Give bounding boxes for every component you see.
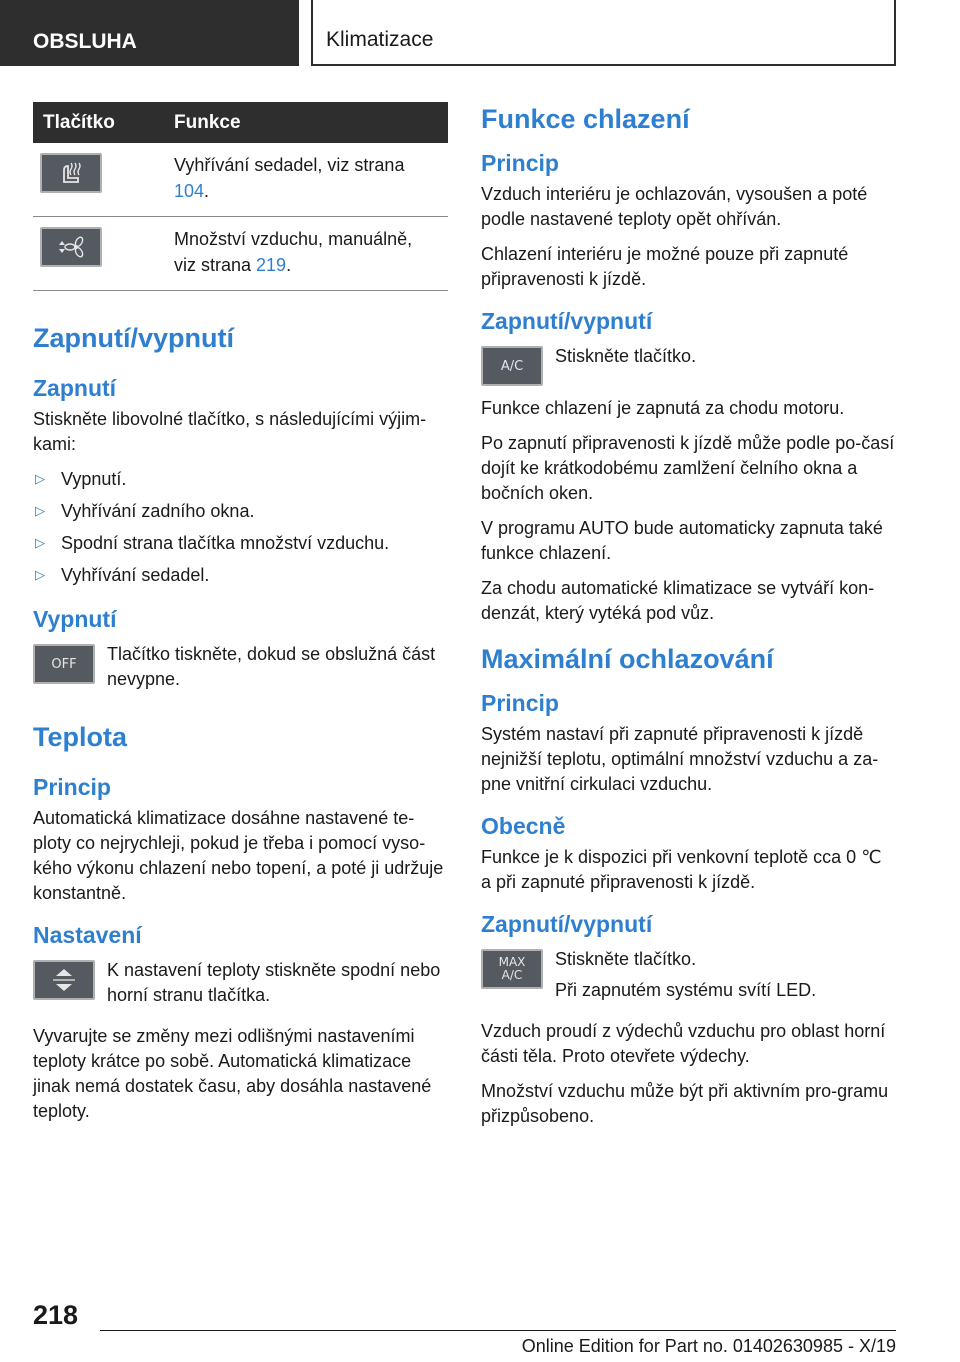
- table-row: Množství vzduchu, manuálně, viz strana 219.: [33, 217, 448, 291]
- table-row: Vyhřívání sedadel, viz strana 104.: [33, 143, 448, 217]
- list-item: ▷ Spodní strana tlačítka množství vzduchu.: [33, 531, 448, 556]
- heading-on: Zapnutí: [33, 375, 117, 401]
- table-header-button: Tlačítko: [33, 102, 164, 143]
- exception-list: [33, 467, 448, 588]
- heading-principle: Princip: [481, 690, 559, 716]
- table-header-function: Funkce: [164, 102, 448, 143]
- heading-principle: Princip: [33, 774, 111, 800]
- chapter-label: Klimatizace: [311, 0, 896, 66]
- page-link-104[interactable]: 104: [174, 181, 205, 201]
- cooling-text-4: Po zapnutí připravenosti k jízdě může podle po-časí dojít ke krátkodobému zamlžení čelního okna a bočních oken.: [481, 433, 895, 503]
- max-text-2: Funkce je k dispozici při venkovní teplotě cca 0 ℃ a při zapnuté připravenosti k jízdě.: [481, 847, 882, 892]
- heading-on-off: Zapnutí/vypnutí: [33, 323, 234, 353]
- temperature-text: Automatická klimatizace dosáhne nastavené te-ploty co nejrychleji, pokud je třeba i pomocí vyso-kého výkonu chlazení nebo topení, a poté ji udržuje konstantně.: [33, 808, 444, 903]
- list-item: ▷ Vypnutí.: [33, 467, 448, 492]
- page-link-219[interactable]: 219: [256, 255, 287, 275]
- triangle-bullet-icon: ▷: [35, 472, 45, 487]
- cooling-text-2: Chlazení interiéru je možné pouze při zapnuté připravenosti k jízdě.: [481, 244, 849, 289]
- setting-note: Vyvarujte se změny mezi odlišnými nastaveními teploty krátce po sobě. Automatická klimatizace jinak nemá dostatek času, aby dosáhla nastavené teploty.: [33, 1026, 432, 1121]
- seat-heating-icon: [40, 153, 102, 193]
- temperature-rocker-icon: [33, 960, 95, 1000]
- max-press-text: Stiskněte tlačítko.: [555, 949, 697, 969]
- cooling-text-1: Vzduch interiéru je ochlazován, vysoušen a poté podle nastavené teploty opět ohříván.: [481, 184, 868, 229]
- off-text: Tlačítko tiskněte, dokud se obslužná část nevypne.: [107, 644, 436, 689]
- max-led-text: Při zapnutém systému svítí LED.: [555, 980, 817, 1000]
- ac-press-text: Stiskněte tlačítko.: [555, 346, 697, 366]
- footer-divider: [100, 1330, 896, 1331]
- cooling-text-3: Funkce chlazení je zapnutá za chodu motoru.: [481, 398, 845, 418]
- page-number: 218: [33, 1300, 79, 1330]
- heading-off: Vypnutí: [33, 606, 117, 632]
- section-label: OBSLUHA: [0, 0, 299, 66]
- heading-on-off: Zapnutí/vypnutí: [481, 911, 653, 937]
- left-column: [33, 102, 448, 1134]
- triangle-bullet-icon: ▷: [35, 568, 45, 583]
- heading-setting: Nastavení: [33, 922, 142, 948]
- edition-note: Online Edition for Part no. 01402630985 - X/19: [521, 1336, 896, 1356]
- heading-max-cooling: Maximální ochlazování: [481, 644, 774, 674]
- heading-general: Obecně: [481, 813, 566, 839]
- heading-cooling: Funkce chlazení: [481, 104, 690, 134]
- off-button-icon: OFF: [33, 644, 95, 684]
- list-item: ▷ Vyhřívání sedadel.: [33, 563, 448, 588]
- function-table: [33, 102, 448, 291]
- list-item: ▷ Vyhřívání zadního okna.: [33, 499, 448, 524]
- heading-on-off: Zapnutí/vypnutí: [481, 308, 653, 334]
- cooling-text-6: Za chodu automatické klimatizace se vytváří kon-denzát, který vytéká pod vůz.: [481, 578, 875, 623]
- heading-temperature: Teplota: [33, 722, 127, 752]
- heading-principle: Princip: [481, 150, 559, 176]
- cooling-text-5: V programu AUTO bude automaticky zapnuta také funkce chlazení.: [481, 518, 883, 563]
- page-header: [0, 0, 960, 66]
- right-column: [481, 102, 896, 1139]
- setting-text: K nastavení teploty stiskněte spodní nebo horní stranu tlačítka.: [107, 960, 441, 1005]
- max-text-4: Množství vzduchu může být při aktivním pro-gramu přizpůsobeno.: [481, 1081, 889, 1126]
- air-volume-icon: [40, 227, 102, 267]
- max-text-1: Systém nastaví při zapnuté připravenosti k jízdě nejnižší teplotu, optimální množství vzduchu a za-pne vnitřní cirkulaci vzduchu.: [481, 724, 879, 794]
- max-text-3: Vzduch proudí z výdechů vzduchu pro oblast horní části těla. Proto otevřete výdechy.: [481, 1021, 886, 1066]
- ac-button-icon: A/C: [481, 346, 543, 386]
- triangle-bullet-icon: ▷: [35, 504, 45, 519]
- on-text: Stiskněte libovolné tlačítko, s následujícími výjim-kami:: [33, 409, 427, 454]
- triangle-bullet-icon: ▷: [35, 536, 45, 551]
- max-ac-button-icon: MAX A/C: [481, 949, 543, 989]
